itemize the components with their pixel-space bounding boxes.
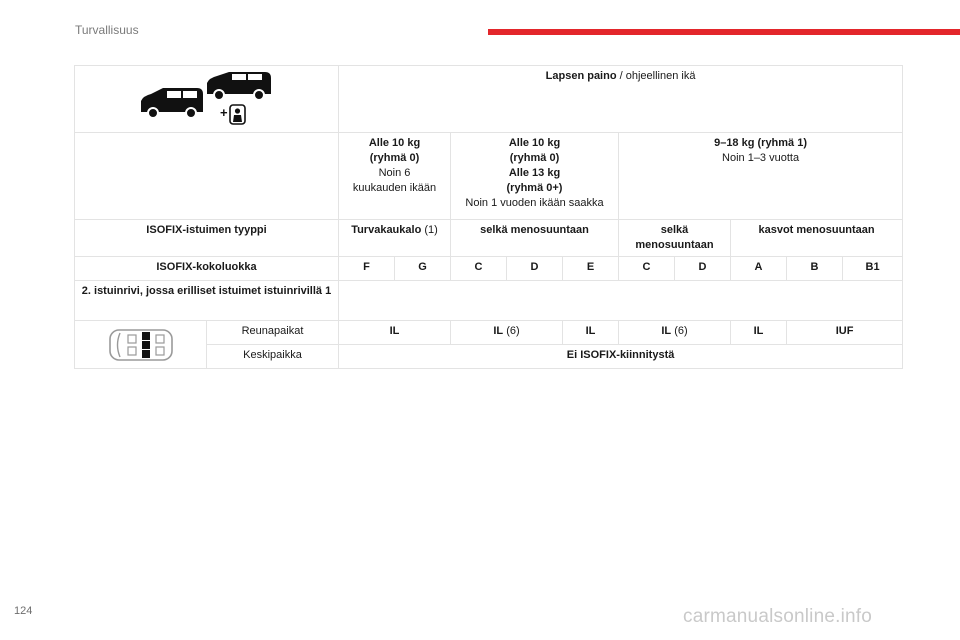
- header-accent-bar: [488, 29, 960, 35]
- outer-seat-value: IL: [339, 321, 451, 345]
- group-0plus-name-2: (ryhmä 0+): [506, 182, 563, 194]
- size-class-value: D: [507, 257, 563, 281]
- empty-cell: [75, 133, 339, 220]
- size-class-value: E: [563, 257, 619, 281]
- size-class-value: A: [731, 257, 787, 281]
- outer-seat-value: IL: [661, 325, 672, 337]
- size-class-value: G: [395, 257, 451, 281]
- forward-facing-label: kasvot menosuuntaan: [731, 220, 903, 257]
- group-0plus-cell: [451, 133, 619, 220]
- middle-seat-label: Keskipaikka: [207, 345, 339, 369]
- age-label: / ohjeellinen ikä: [616, 70, 696, 82]
- empty-cell: [339, 281, 903, 321]
- seat-type-label: ISOFIX-istuimen tyyppi: [75, 220, 339, 257]
- size-class-value: F: [339, 257, 395, 281]
- weight-label: Lapsen paino: [545, 70, 617, 82]
- carrycot-cell: [339, 220, 451, 257]
- size-class-value: C: [619, 257, 675, 281]
- group-0plus-weight-1: Alle 10 kg: [508, 137, 561, 149]
- size-class-value: C: [451, 257, 507, 281]
- outer-seat-value: IL: [493, 325, 504, 337]
- section-title: Turvallisuus: [75, 23, 139, 37]
- group-0-weight: Alle 10 kg: [368, 137, 421, 149]
- group-0-age-2: kuukauden ikään: [352, 182, 437, 194]
- rear-facing-label: selkä menosuuntaan: [451, 220, 619, 257]
- seat-layout-icon-cell: [75, 321, 207, 369]
- isofix-table: [74, 65, 903, 369]
- size-class-value: D: [675, 257, 731, 281]
- outer-seat-value-cell: [451, 321, 563, 345]
- group-0plus-age: Noin 1 vuoden ikään saakka: [465, 197, 604, 209]
- van-child-seat-icon: [137, 72, 277, 126]
- outer-seat-value-cell: [619, 321, 731, 345]
- size-class-value: B1: [843, 257, 903, 281]
- group-1-age: Noin 1–3 vuotta: [722, 152, 800, 164]
- outer-seat-value: IUF: [787, 321, 903, 345]
- group-0plus-weight-2: Alle 13 kg: [508, 167, 561, 179]
- watermark: carmanualsonline.info: [683, 606, 873, 627]
- carrycot-note: (1): [421, 224, 438, 236]
- outer-seat-value: IL: [731, 321, 787, 345]
- svg-text:+: +: [219, 105, 228, 120]
- group-0plus-name-1: (ryhmä 0): [509, 152, 560, 164]
- weight-header-cell: [339, 66, 903, 133]
- size-class-label: ISOFIX-kokoluokka: [75, 257, 339, 281]
- outer-seat-note: (6): [671, 325, 688, 337]
- outer-seat-value: IL: [563, 321, 619, 345]
- rear-facing-label-2: selkä menosuuntaan: [619, 220, 731, 257]
- page-number: 124: [14, 605, 33, 617]
- outer-seat-note: (6): [503, 325, 520, 337]
- seat-row-label: 2. istuinrivi, jossa erilliset istuimet istuinrivillä 1: [75, 281, 339, 321]
- vehicle-icons-cell: [75, 66, 339, 133]
- group-1-weight: 9–18 kg (ryhmä 1): [714, 137, 808, 149]
- size-class-value: B: [787, 257, 843, 281]
- group-0-cell: [339, 133, 451, 220]
- group-1-cell: [619, 133, 903, 220]
- group-0-age-1: Noin 6: [378, 167, 411, 179]
- outer-seats-label: Reunapaikat: [207, 321, 339, 345]
- middle-seat-value: Ei ISOFIX-kiinnitystä: [339, 345, 903, 369]
- seat-layout-icon: [106, 327, 176, 363]
- group-0-name: (ryhmä 0): [369, 152, 420, 164]
- carrycot-label: Turvakaukalo: [351, 224, 422, 236]
